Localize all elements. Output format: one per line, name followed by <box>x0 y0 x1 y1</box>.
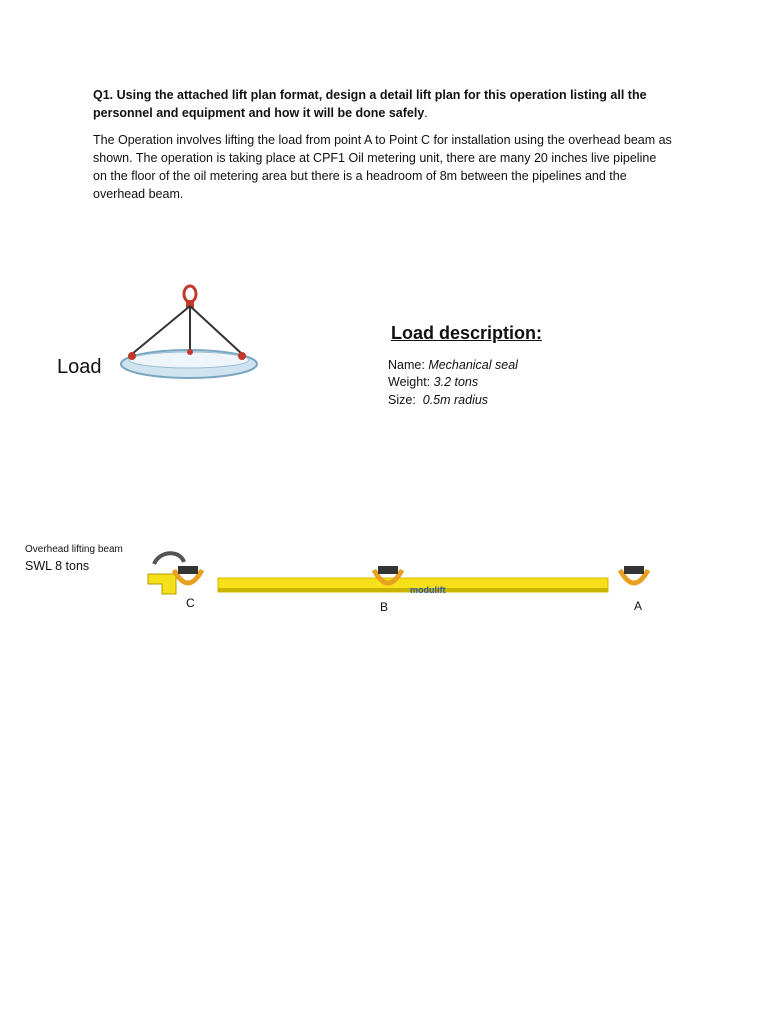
question-end: . <box>424 106 428 120</box>
load-size-row: Size: 0.5m radius <box>388 393 489 407</box>
shackle-icon <box>187 349 193 355</box>
point-b-label: B <box>380 600 389 614</box>
operation-paragraph: The Operation involves lifting the load from point A to Point C for installation using the overhead beam as shown. The operation is taking place at CPF1 Oil metering unit, there are many 20 inches live pipeline on the floor of the oil metering area but there is a headroom of 8m between the pipelines and the overhead beam. <box>93 133 672 201</box>
hook-icon <box>154 553 184 564</box>
load-weight-row: Weight: 3.2 tons <box>388 375 479 389</box>
sling-right <box>190 306 242 354</box>
beam-end-bracket <box>148 574 176 594</box>
shackle-icon <box>128 352 136 360</box>
sling-left <box>132 306 190 354</box>
point-c-label: C <box>186 596 195 610</box>
beam-label: Overhead lifting beam <box>25 544 123 555</box>
load-description-title: Load description: <box>391 323 543 343</box>
swl-label: SWL 8 tons <box>25 559 90 573</box>
load-sling-illustration <box>112 284 262 384</box>
shackle-icon <box>238 352 246 360</box>
overhead-beam-diagram <box>140 544 660 616</box>
point-a-label: A <box>634 599 643 613</box>
load-name-row: Name: Mechanical seal <box>388 358 518 372</box>
master-link-icon <box>184 286 196 302</box>
load-label: Load <box>57 356 102 378</box>
shackle-c-icon <box>174 566 202 583</box>
question-bold: Q1. Using the attached lift plan format, design a detail lift plan for this operation listing all the personnel and equipment and how it will be done safely <box>93 88 647 120</box>
question-text <box>93 86 673 122</box>
brand-label: modulift <box>410 585 446 595</box>
shackle-a-icon <box>620 566 648 583</box>
